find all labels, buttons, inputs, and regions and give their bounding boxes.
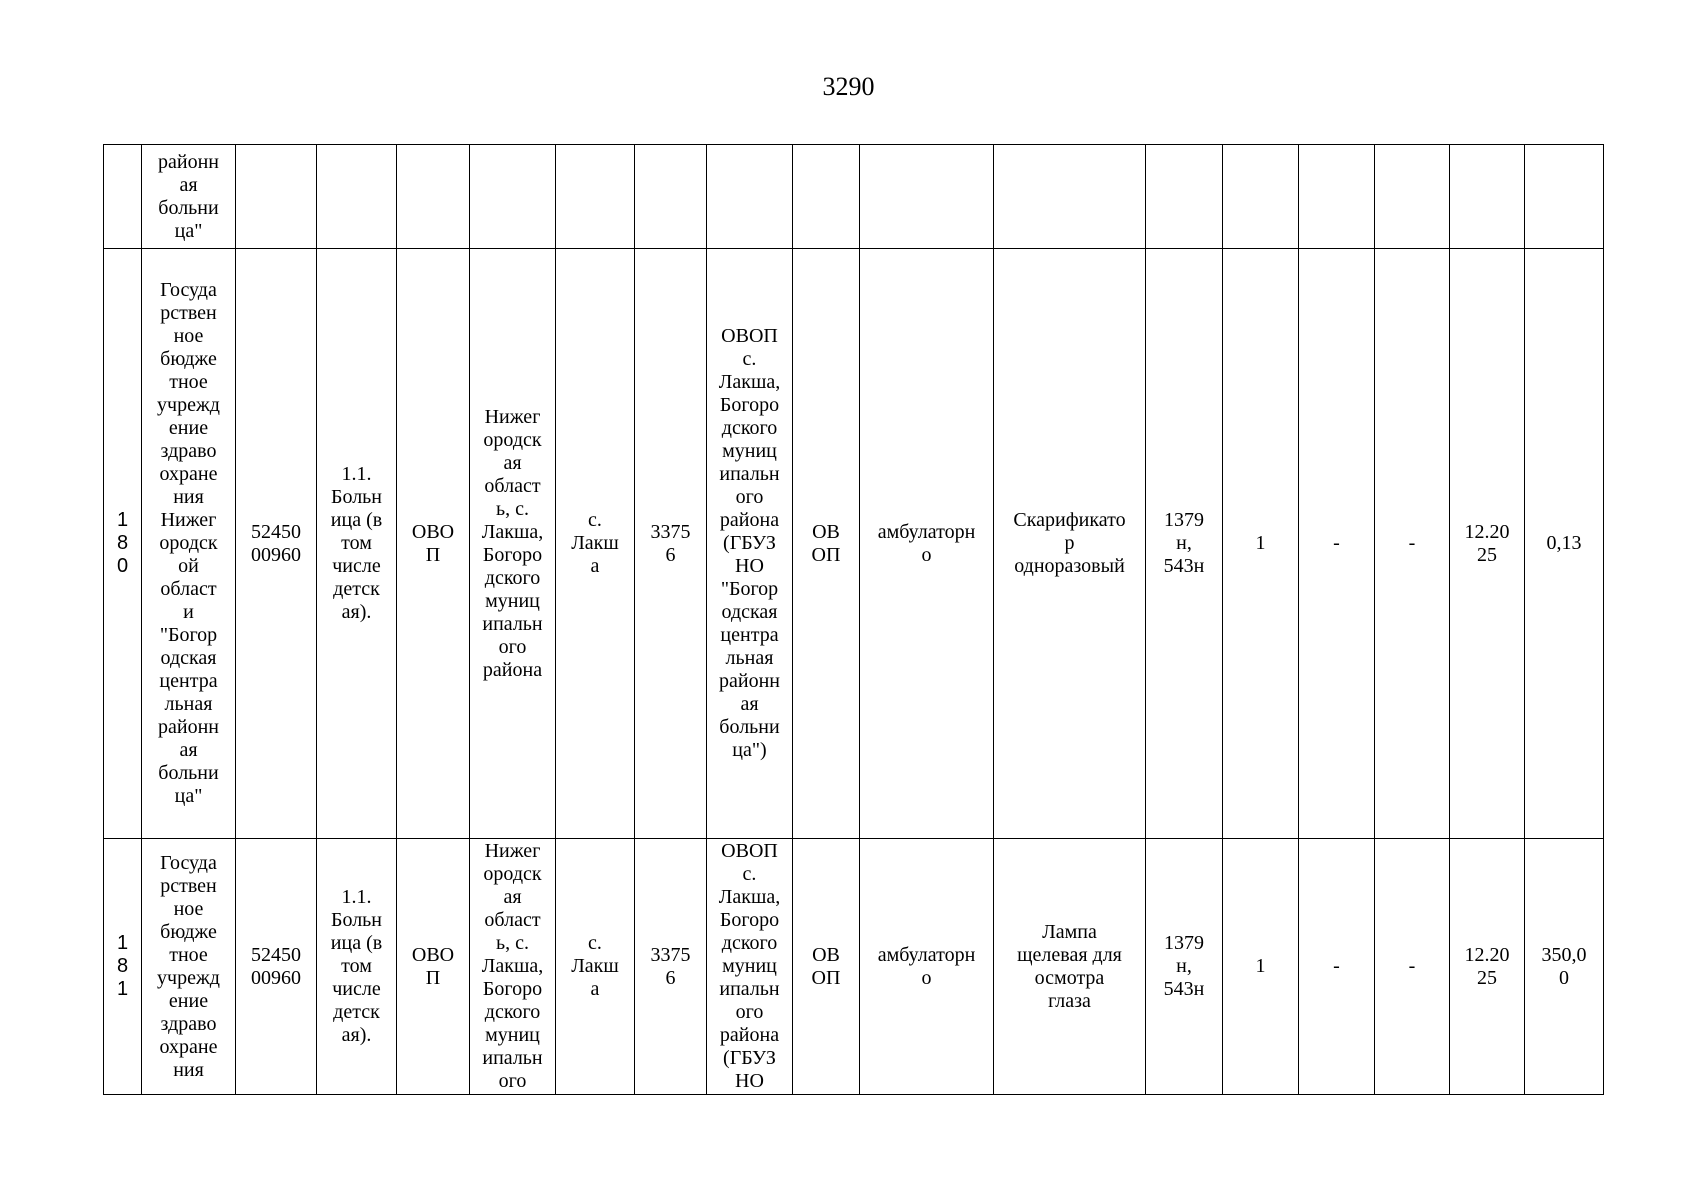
category-cell: 1.1. Больн ица (в том числе детск ая). — [317, 839, 397, 1095]
address-cell: Нижег ородск ая област ь, с. Лакша, Богоро дского муниц ипальн ого района — [470, 249, 556, 839]
code-cell: 52450 00960 — [236, 249, 317, 839]
division-name-cell — [707, 145, 793, 249]
order-cell — [1146, 145, 1223, 249]
cost-cell — [1525, 145, 1604, 249]
address-cell — [470, 145, 556, 249]
date-cell: 12.20 25 — [1450, 839, 1525, 1095]
row-number-cell: 1 8 0 — [104, 249, 142, 839]
code-cell: 52450 00960 — [236, 839, 317, 1095]
cost-cell: 0,13 — [1525, 249, 1604, 839]
value-cell-1: - — [1299, 839, 1375, 1095]
equipment-name-cell: Лампа щелевая для осмотра глаза — [994, 839, 1146, 1095]
address-cell: Нижег ородск ая област ь, с. Лакша, Богоро дского муниц ипальн ого — [470, 839, 556, 1095]
table-row — [104, 145, 1604, 249]
division-type-cell — [793, 145, 860, 249]
unit-code-cell: 3375 6 — [635, 249, 707, 839]
institution-name-cell: районн ая больни ца" — [142, 145, 236, 249]
care-condition-cell: амбулаторн о — [860, 249, 994, 839]
division-type-cell: ОВ ОП — [793, 839, 860, 1095]
unit-type-cell: ОВО П — [397, 839, 470, 1095]
cost-cell: 350,0 0 — [1525, 839, 1604, 1095]
page-number: 3290 — [822, 72, 875, 101]
unit-type-cell: ОВО П — [397, 249, 470, 839]
equipment-table — [103, 144, 1604, 1095]
value-cell-1: - — [1299, 249, 1375, 839]
row-number-cell: 1 8 1 — [104, 839, 142, 1095]
value-cell-1 — [1299, 145, 1375, 249]
locality-cell: с. Лакш а — [556, 839, 635, 1095]
equipment-name-cell: Скарификато р одноразовый — [994, 249, 1146, 839]
category-cell: 1.1. Больн ица (в том числе детск ая). — [317, 249, 397, 839]
division-type-cell: ОВ ОП — [793, 249, 860, 839]
unit-type-cell — [397, 145, 470, 249]
value-cell-2 — [1375, 145, 1450, 249]
care-condition-cell — [860, 145, 994, 249]
unit-code-cell: 3375 6 — [635, 839, 707, 1095]
locality-cell: с. Лакш а — [556, 249, 635, 839]
institution-name-cell: Госуда рствен ное бюдже тное учрежд ение здраво охране ния — [142, 839, 236, 1095]
order-cell: 1379 н, 543н — [1146, 839, 1223, 1095]
quantity-cell — [1223, 145, 1299, 249]
value-cell-2: - — [1375, 249, 1450, 839]
date-cell — [1450, 145, 1525, 249]
unit-code-cell — [635, 145, 707, 249]
row-number-cell — [104, 145, 142, 249]
locality-cell — [556, 145, 635, 249]
category-cell — [317, 145, 397, 249]
order-cell: 1379 н, 543н — [1146, 249, 1223, 839]
institution-name-cell: Госуда рствен ное бюдже тное учрежд ение здраво охране ния Нижег ородск ой област и "Богор одская центра льная районн ая больни ца" — [142, 249, 236, 839]
table-row — [104, 249, 1604, 839]
care-condition-cell: амбулаторн о — [860, 839, 994, 1095]
division-name-cell: ОВОП с. Лакша, Богоро дского муниц ипальн ого района (ГБУЗ НО "Богор одская центра льная районн ая больни ца") — [707, 249, 793, 839]
table-row — [104, 839, 1604, 1095]
equipment-name-cell — [994, 145, 1146, 249]
division-name-cell: ОВОП с. Лакша, Богоро дского муниц ипальн ого района (ГБУЗ НО — [707, 839, 793, 1095]
date-cell: 12.20 25 — [1450, 249, 1525, 839]
code-cell — [236, 145, 317, 249]
value-cell-2: - — [1375, 839, 1450, 1095]
quantity-cell: 1 — [1223, 249, 1299, 839]
quantity-cell: 1 — [1223, 839, 1299, 1095]
